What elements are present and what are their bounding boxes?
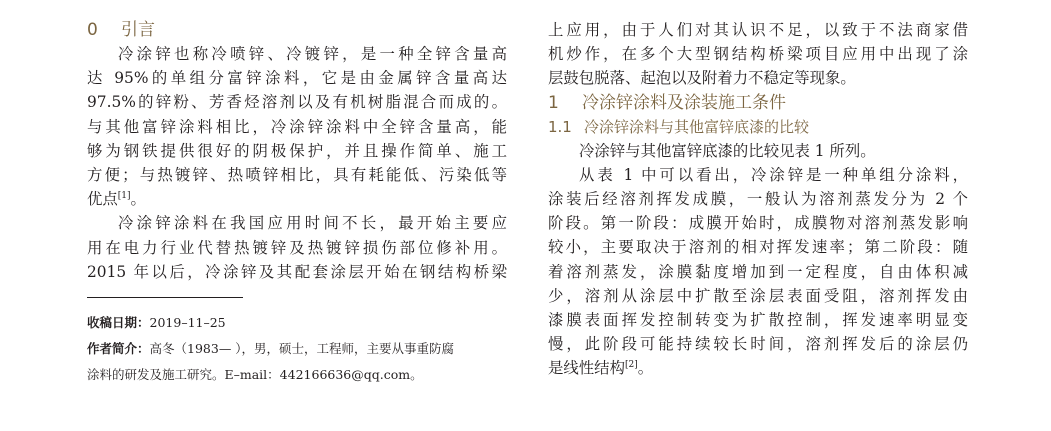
text-line: 达 95%的单组分富锌涂料，它是由金属锌含量高达 (87, 69, 507, 88)
paragraph-continued (548, 18, 968, 91)
text-line: 从表 1 中可以看出，冷涂锌是一种单组分涂料， (579, 165, 968, 184)
paragraph-intro-2 (87, 211, 507, 284)
text-line: 用在电力行业代替热镀锌及热镀锌损伤部位修补用。 (87, 238, 507, 257)
author-value: 高冬（1983— ），男，硕士，工程师，主要从事重防腐 (149, 340, 455, 356)
text-line: 2015 年以后，冷涂锌及其配套涂层开始在钢结构桥梁 (87, 262, 507, 281)
text-line: 层鼓包脱落、起泡以及附着力不稳定等现象。 (548, 69, 856, 88)
received-label: 收稿日期： (87, 314, 150, 330)
received-value: 2019–11–25 (149, 314, 226, 330)
paragraph-table-ref: 冷涂锌与其他富锌底漆的比较见表 1 所列。 (579, 141, 876, 160)
section-title: 引言 (121, 20, 155, 40)
section-title: 冷涂锌涂料及涂装施工条件 (582, 92, 786, 113)
text-line: 较小，主要取决于溶剂的相对挥发速率；第二阶段：随 (548, 238, 968, 257)
text-line: 与其他富锌涂料相比，冷涂锌涂料中全锌含量高，能 (87, 117, 507, 136)
paragraph-intro-1 (87, 42, 507, 211)
subsection-heading-1-1 (548, 115, 968, 139)
text-line: 机炒作，在多个大型钢结构桥梁项目应用中出现了涂 (548, 45, 968, 64)
right-column (548, 18, 968, 380)
author-bio (87, 336, 507, 362)
text-fragment: 是线性结构 (548, 359, 625, 378)
author-bio-cont: 涂料的研发及施工研究。E–mail：442166636@qq.com。 (87, 366, 423, 382)
paragraph-analysis (548, 163, 968, 381)
text-line: 97.5%的锌粉、芳香烃溶剂以及有机树脂混合而成的。 (87, 93, 507, 112)
text-fragment: 。 (130, 190, 146, 209)
subsection-title: 冷涂锌涂料与其他富锌底漆的比较 (584, 117, 810, 136)
section-heading-0 (87, 18, 507, 42)
section-heading-1 (548, 91, 968, 115)
author-label: 作者简介： (87, 340, 150, 356)
text-line: 漆膜表面挥发控制转变为扩散控制，挥发速率明显变 (548, 310, 968, 329)
text-line: 冷涂锌也称冷喷锌、冷镀锌，是一种全锌含量高 (118, 45, 507, 63)
received-date (87, 310, 507, 336)
text-fragment: 优点 (87, 190, 118, 209)
text-line: 涂装后经溶剂挥发成膜，一般认为溶剂蒸发分为 2 个 (548, 189, 968, 208)
text-line: 少，溶剂从涂层中扩散至涂层表面受阻，溶剂挥发由 (548, 286, 968, 305)
text-line: 方便；与热镀锌、热喷锌相比，具有耗能低、污染低等 (87, 165, 507, 184)
text-line: 够为钢铁提供很好的阴极保护，并且操作简单、施工 (87, 141, 507, 160)
left-column (87, 18, 507, 388)
footnote-divider (87, 297, 243, 298)
citation-ref[interactable]: [2] (624, 360, 638, 371)
section-number: 1 (548, 92, 559, 113)
text-line: 阶段。第一阶段：成膜开始时，成膜物对溶剂蒸发影响 (548, 214, 968, 233)
text-line (548, 356, 968, 380)
text-line: 着溶剂蒸发，涂膜黏度增加到一定程度，自由体积减 (548, 262, 968, 281)
subsection-number: 1.1 (548, 117, 572, 136)
text-line (87, 187, 507, 211)
text-line: 慢，此阶段可能持续较长时间，溶剂挥发后的涂层仍 (548, 335, 968, 354)
text-fragment: 。 (637, 359, 654, 378)
footnote (87, 310, 507, 388)
section-number: 0 (87, 20, 98, 40)
citation-ref[interactable]: [1] (117, 191, 131, 202)
text-line: 上应用，由于人们对其认识不足，以致于不法商家借 (548, 21, 968, 39)
text-line: 冷涂锌涂料在我国应用时间不长，最开始主要应 (118, 214, 507, 233)
